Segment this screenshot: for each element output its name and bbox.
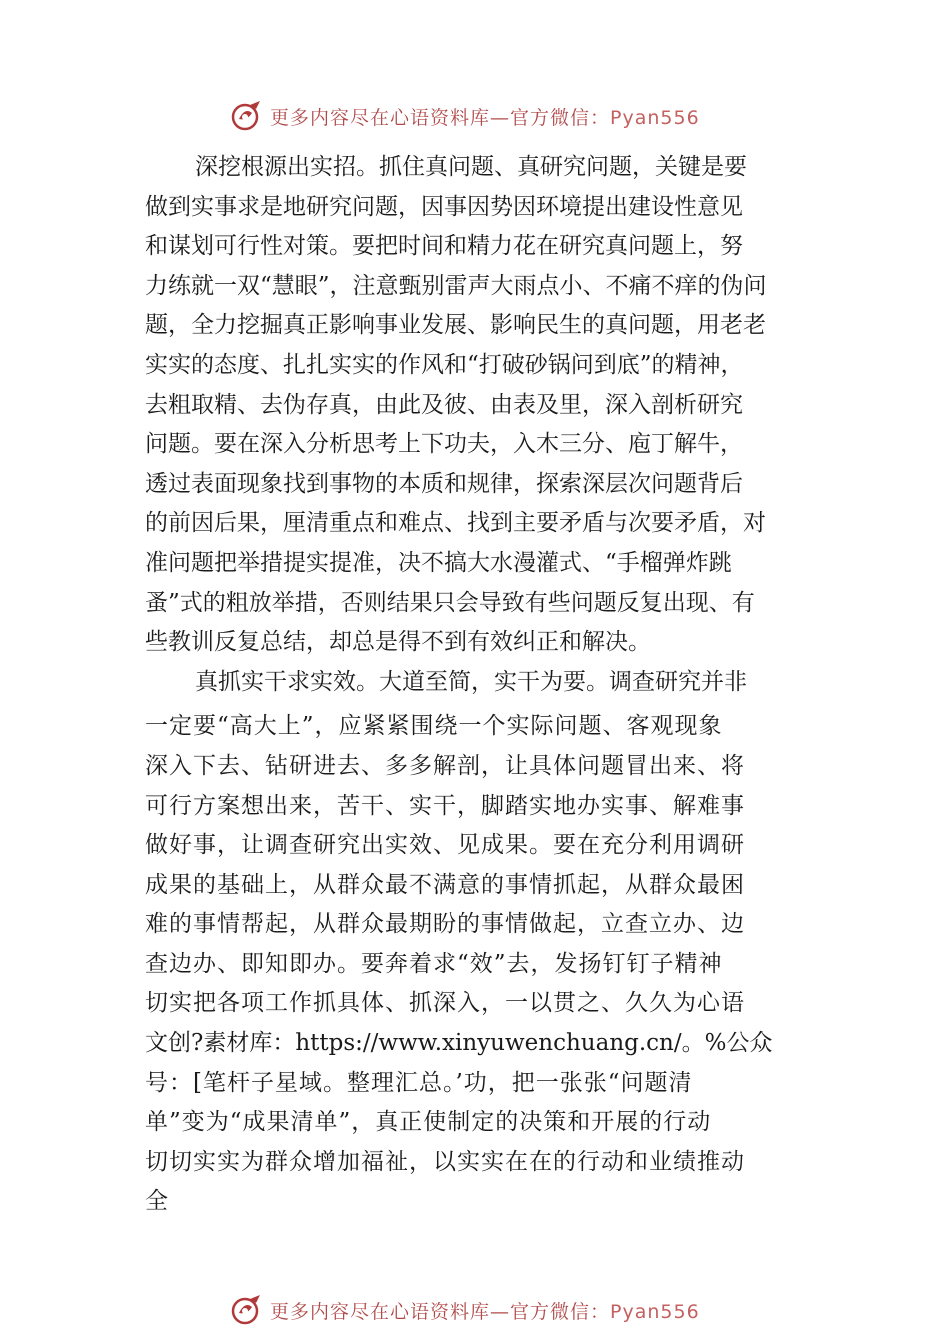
header-watermark	[230, 96, 700, 136]
text-line: 准问题把举措提实提准，决不搞大水漫灌式、“手榴弹炸跳	[145, 549, 732, 576]
watermark-text: 更多内容尽在心语资料库—官方微信：Pyan556	[270, 106, 700, 129]
text-line: 深挖根源出实招。抓住真问题、真研究问题，关键是要	[195, 154, 747, 180]
text-line: 和谋划可行性对策。要把时间和精力花在研究真问题上，努	[145, 233, 743, 260]
text-line: 题，全力挖掘真正影响事业发展、影响民生的真问题，用老老	[145, 312, 766, 339]
text-line: 真抓实干求实效。大道至简，实干为要。调查研究并非	[195, 668, 747, 695]
text-line: 难的事情帮起，从群众最期盼的事情做起，立查立办、边	[145, 911, 745, 938]
text-line: 切实把各项工作抓具体、抓深入，一以贯之、久久为心语	[145, 990, 745, 1017]
xinyu-logo-icon	[230, 1293, 264, 1327]
text-line: 透过表面现象找到事物的本质和规律，探索深层次问题背后	[145, 470, 743, 497]
watermark-text: 更多内容尽在心语资料库—官方微信：Pyan556	[270, 1300, 700, 1323]
footer-watermark	[230, 1290, 700, 1330]
text-line: 一定要“高大上”，应紧紧围绕一个实际问题、客观现象	[145, 713, 723, 740]
text-line: 深入下去、钻研进去、多多解剖，让具体问题冒出来、将	[145, 752, 745, 779]
wechat-id: Pyan556	[610, 1300, 700, 1323]
text-line: 号：[笔杆子星域。整理汇总。’功，把一张张“问题清	[145, 1069, 693, 1096]
text-line: 做到实事求是地研究问题，因事因势因环境提出建设性意见	[145, 193, 743, 220]
text-line: 力练就一双“慧眼”，注意甄别雷声大雨点小、不痛不痒的伪问	[145, 272, 767, 299]
text-line: 文创?素材库：https://www.xinyuwenchuang.cn/。%公众	[145, 1030, 773, 1057]
text-line: 切切实实为群众增加福祉，以实实在在的行动和业绩推动	[145, 1148, 745, 1175]
text-line: 蚤”式的粗放举措，否则结果只会导致有些问题反复出现、有	[145, 589, 755, 616]
xinyu-logo-icon	[230, 99, 264, 133]
text-line: 成果的基础上，从群众最不满意的事情抓起，从群众最困	[145, 871, 745, 898]
text-line: 的前因后果，厘清重点和难点、找到主要矛盾与次要矛盾，对	[145, 510, 766, 537]
text-line: 些教训反复总结，却总是得不到有效纠正和解决。	[145, 629, 651, 656]
text-line: 可行方案想出来，苦干、实干，脚踏实地办实事、解难事	[145, 792, 745, 819]
body-text	[145, 148, 835, 1222]
text-line: 全	[145, 1188, 168, 1215]
text-line: 查边办、即知即办。要奔着求“效”去，发扬钉钉子精神	[145, 950, 723, 977]
text-line: 单”变为“成果清单”，真正使制定的决策和开展的行动	[145, 1109, 712, 1136]
text-line: 做好事，让调查研究出实效、见成果。要在充分利用调研	[145, 832, 745, 859]
text-line: 实实的态度、扎扎实实的作风和“打破砂锅问到底”的精神，	[145, 351, 744, 378]
text-line: 问题。要在深入分析思考上下功夫，入木三分、庖丁解牛，	[145, 431, 743, 458]
wechat-id: Pyan556	[610, 106, 700, 129]
text-line: 去粗取精、去伪存真，由此及彼、由表及里，深入剖析研究	[145, 391, 743, 418]
